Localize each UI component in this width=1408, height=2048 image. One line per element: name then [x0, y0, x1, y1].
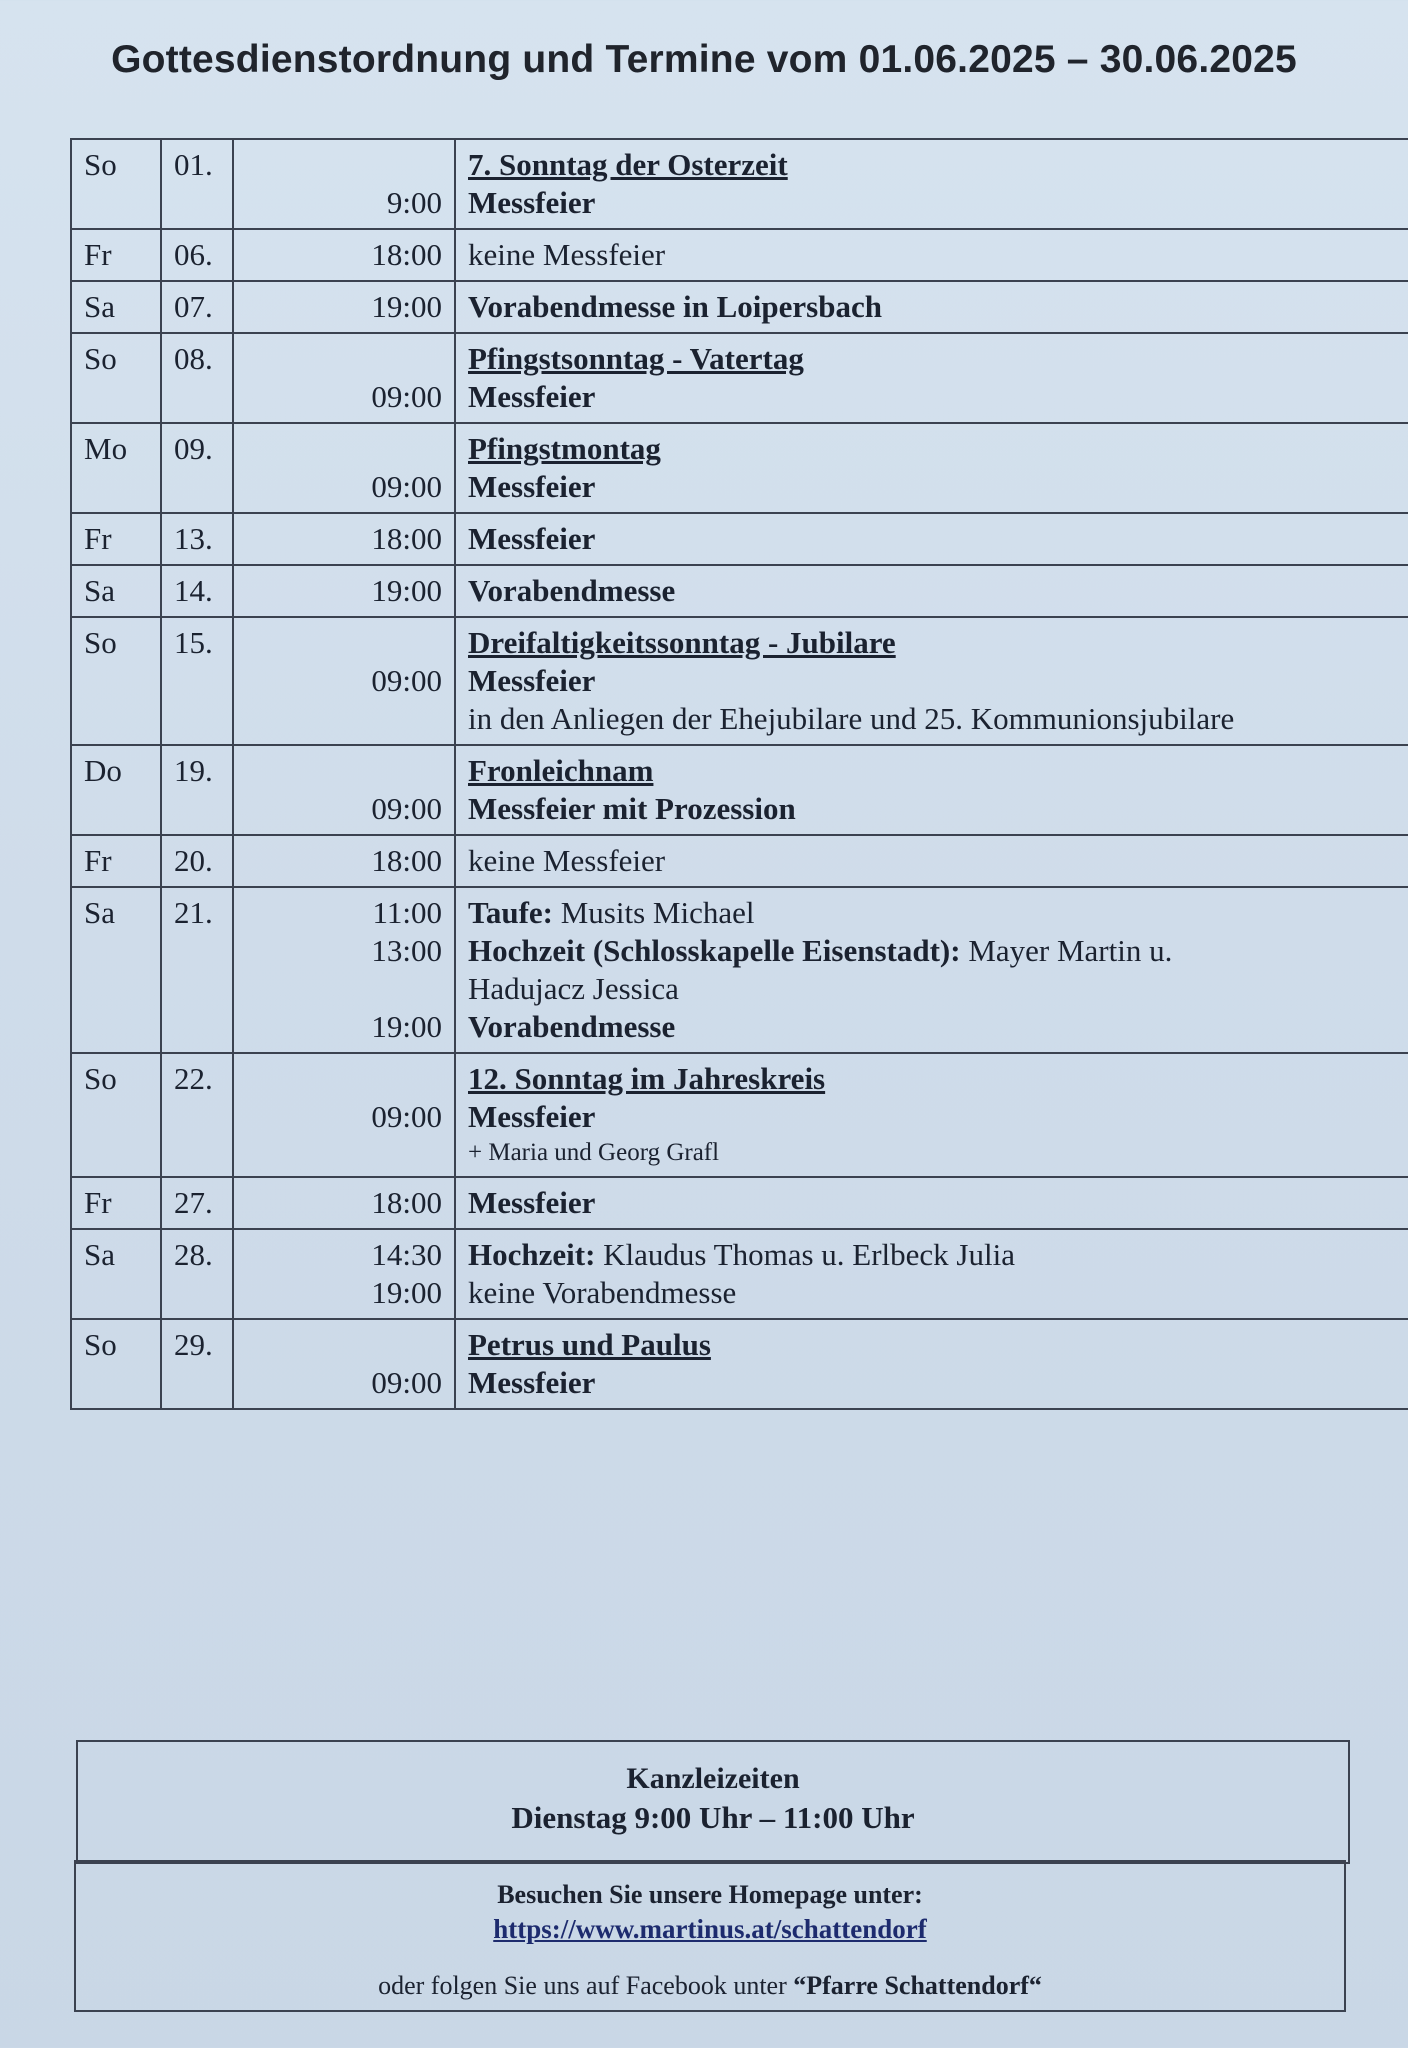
schedule-row — [71, 229, 1408, 281]
time-value: 11:00 — [372, 895, 442, 930]
time-value: 19:00 — [371, 289, 442, 324]
time-value — [246, 146, 442, 184]
row-date: 21. — [161, 887, 233, 1053]
event-line: Vorabendmesse in Loipersbach — [468, 289, 882, 324]
schedule-row — [71, 887, 1408, 1053]
row-day: Sa — [71, 565, 161, 617]
row-day: Fr — [71, 513, 161, 565]
event-heading: Pfingstmontag — [468, 431, 661, 466]
row-day: Mo — [71, 423, 161, 513]
event-line: in den Anliegen der Ehejubilare und 25. Kommunionsjubilare — [468, 701, 1235, 736]
row-time — [233, 617, 455, 745]
event-line: Messfeier — [468, 1365, 596, 1400]
row-date: 06. — [161, 229, 233, 281]
event-heading: Pfingstsonntag - Vatertag — [468, 341, 804, 376]
event-label: Taufe: — [468, 895, 553, 930]
row-time — [233, 423, 455, 513]
event-line: Messfeier — [468, 1099, 596, 1134]
time-value: 09:00 — [371, 663, 442, 698]
row-date: 27. — [161, 1177, 233, 1229]
event-line: Messfeier — [468, 185, 596, 220]
time-value: 14:30 — [371, 1237, 442, 1272]
time-value: 13:00 — [371, 933, 442, 968]
time-value: 09:00 — [371, 379, 442, 414]
time-value — [246, 624, 442, 662]
row-day: Fr — [71, 229, 161, 281]
row-time — [233, 887, 455, 1053]
row-time — [233, 513, 455, 565]
office-hours-box — [76, 1740, 1350, 1864]
time-value: 9:00 — [386, 185, 442, 220]
time-value: 18:00 — [371, 521, 442, 556]
event-text: Mayer Martin u. — [960, 933, 1173, 968]
schedule-table — [70, 138, 1408, 1410]
row-date: 20. — [161, 835, 233, 887]
row-event — [455, 835, 1408, 887]
schedule-row — [71, 333, 1408, 423]
facebook-prefix: oder folgen Sie uns auf Facebook unter — [378, 1971, 794, 2000]
row-day: So — [71, 617, 161, 745]
row-day: Sa — [71, 887, 161, 1053]
homepage-box — [74, 1860, 1346, 2012]
row-event — [455, 1177, 1408, 1229]
facebook-name: “Pfarre Schattendorf“ — [793, 1971, 1042, 2000]
row-day: So — [71, 333, 161, 423]
row-event — [455, 565, 1408, 617]
schedule-row — [71, 139, 1408, 229]
schedule-row — [71, 617, 1408, 745]
row-date: 28. — [161, 1229, 233, 1319]
time-value — [246, 340, 442, 378]
row-event — [455, 333, 1408, 423]
row-time — [233, 229, 455, 281]
row-time — [233, 835, 455, 887]
event-line: keine Messfeier — [468, 237, 666, 272]
row-day: Do — [71, 745, 161, 835]
schedule-body — [71, 139, 1408, 1409]
event-label: Hochzeit: — [468, 1237, 596, 1272]
event-line: Messfeier — [468, 521, 596, 556]
row-day: So — [71, 139, 161, 229]
event-line: Vorabendmesse — [468, 573, 676, 608]
time-value: 09:00 — [371, 1365, 442, 1400]
facebook-note — [76, 1971, 1344, 2001]
row-time — [233, 1319, 455, 1409]
row-event — [455, 423, 1408, 513]
schedule-row — [71, 1177, 1408, 1229]
row-day: Fr — [71, 1177, 161, 1229]
time-value — [246, 752, 442, 790]
event-line: + Maria und Georg Grafl — [468, 1139, 720, 1166]
time-value: 18:00 — [371, 843, 442, 878]
row-event — [455, 887, 1408, 1053]
time-value: 18:00 — [371, 1185, 442, 1220]
schedule-row — [71, 281, 1408, 333]
time-value: 18:00 — [371, 237, 442, 272]
schedule-row — [71, 835, 1408, 887]
event-line: Messfeier — [468, 379, 596, 414]
time-value: 09:00 — [371, 469, 442, 504]
time-value: 19:00 — [371, 573, 442, 608]
row-time — [233, 1177, 455, 1229]
event-heading: 7. Sonntag der Osterzeit — [468, 147, 788, 182]
row-event — [455, 617, 1408, 745]
row-event — [455, 229, 1408, 281]
office-hours-text: Dienstag 9:00 Uhr – 11:00 Uhr — [511, 1800, 915, 1835]
row-event — [455, 513, 1408, 565]
time-value: 09:00 — [371, 1099, 442, 1134]
row-date: 13. — [161, 513, 233, 565]
event-heading: Petrus und Paulus — [468, 1327, 711, 1362]
row-date: 14. — [161, 565, 233, 617]
event-heading: Dreifaltigkeitssonntag - Jubilare — [468, 625, 896, 660]
row-time — [233, 565, 455, 617]
schedule-row — [71, 565, 1408, 617]
row-date: 29. — [161, 1319, 233, 1409]
row-time — [233, 333, 455, 423]
row-date: 15. — [161, 617, 233, 745]
event-label: Hochzeit (Schlosskapelle Eisenstadt): — [468, 933, 961, 968]
event-text: Musits Michael — [552, 895, 755, 930]
homepage-link[interactable]: https://www.martinus.at/schattendorf — [493, 1914, 927, 1944]
row-day: Sa — [71, 281, 161, 333]
row-time — [233, 745, 455, 835]
row-time — [233, 1053, 455, 1177]
row-date: 22. — [161, 1053, 233, 1177]
event-line: Messfeier — [468, 663, 596, 698]
row-event — [455, 1229, 1408, 1319]
time-value — [246, 1060, 442, 1098]
time-value — [246, 1326, 442, 1364]
row-day: So — [71, 1319, 161, 1409]
office-hours-title: Kanzleizeiten — [626, 1762, 800, 1795]
row-event — [455, 281, 1408, 333]
time-value: 09:00 — [371, 791, 442, 826]
row-time — [233, 139, 455, 229]
row-day: Sa — [71, 1229, 161, 1319]
row-event — [455, 745, 1408, 835]
schedule-row — [71, 1229, 1408, 1319]
event-line: Messfeier — [468, 1185, 596, 1220]
row-event — [455, 1053, 1408, 1177]
event-line: Vorabendmesse — [468, 1009, 676, 1044]
row-time — [233, 281, 455, 333]
row-date: 09. — [161, 423, 233, 513]
event-line: keine Messfeier — [468, 843, 666, 878]
schedule-row — [71, 1053, 1408, 1177]
time-value: 19:00 — [371, 1009, 442, 1044]
event-line: Hadujacz Jessica — [468, 971, 679, 1006]
row-date: 07. — [161, 281, 233, 333]
homepage-intro: Besuchen Sie unsere Homepage unter: — [497, 1880, 923, 1909]
row-event — [455, 1319, 1408, 1409]
schedule-row — [71, 423, 1408, 513]
event-heading: Fronleichnam — [468, 753, 654, 788]
row-event — [455, 139, 1408, 229]
schedule-row — [71, 1319, 1408, 1409]
time-value — [246, 430, 442, 468]
event-line — [468, 894, 1396, 932]
row-date: 08. — [161, 333, 233, 423]
row-date: 19. — [161, 745, 233, 835]
row-time — [233, 1229, 455, 1319]
event-line: keine Vorabendmesse — [468, 1275, 737, 1310]
schedule-row — [71, 745, 1408, 835]
time-value — [246, 970, 442, 1008]
event-line: Messfeier mit Prozession — [468, 791, 796, 826]
event-heading: 12. Sonntag im Jahreskreis — [468, 1061, 826, 1096]
row-date: 01. — [161, 139, 233, 229]
event-text: Klaudus Thomas u. Erlbeck Julia — [595, 1237, 1015, 1272]
page-title: Gottesdienstordnung und Termine vom 01.06.2025 – 30.06.2025 — [111, 38, 1297, 81]
row-day: Fr — [71, 835, 161, 887]
event-line: Messfeier — [468, 469, 596, 504]
row-day: So — [71, 1053, 161, 1177]
time-value: 19:00 — [371, 1275, 442, 1310]
event-line — [468, 932, 1396, 970]
schedule-row — [71, 513, 1408, 565]
event-line — [468, 1236, 1396, 1274]
